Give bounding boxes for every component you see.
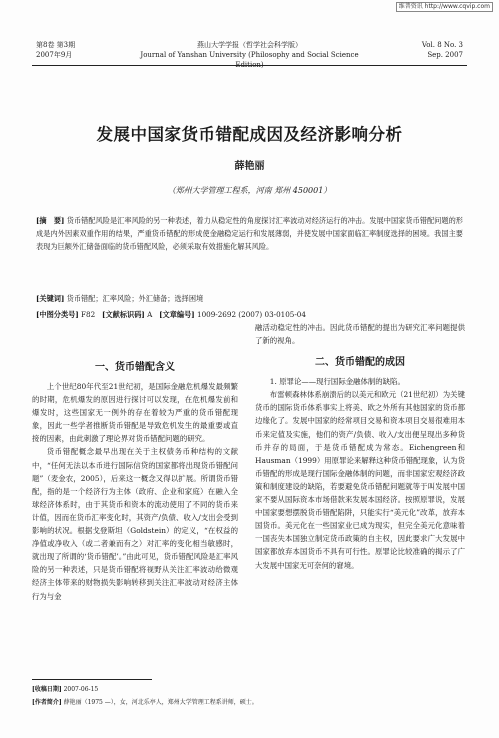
article-no-label: [文章编号] [159,310,195,319]
author-bio-label: [作者简介] [32,699,62,706]
paragraph: 布雷顿森林体系崩溃后的以美元和欧元（21世纪初）为关键货币的国际货币体系事实上将美、欧之外所有其他国家的货币都边缘化了。发展中国家的经常项目交易和资本项目交易很难用本币来定值及实施，他们的资产/负债、收入/支出便呈现出多种货币并存的局面，于是货币错配成为常态。Eichengreen和Hausman（1999）用原罪论来解释这种货币错配现象，认为货币错配的形成是现行国际金融体制的问题，而非国家宏观经济政策和制度建设的缺陷，若要避免货币错配问题就等于叫发展中国家不要从国际资本市场借款来发展本国经济。按照原罪说，发展中国家要想摆脱货币错配陷阱，只能实行“美元化”改革，放弃本国货币。美元化在一些国家业已成为现实，但完全美元化意味着一国丧失本国独立制定货币政策的自主权，因此要求广大发展中国家都放弃本国货币不具有可行性。原罪论比较准确的揭示了广大发展中国家无可奈何的窘境。 [255,390,465,570]
left-column [32,352,238,603]
paragraph: 货币错配概念最早出现在关于主权债务币种结构的文献中，“任何无法以本币进行国际信贷的国家都将出现货币错配问题”（麦金农，2005），后来这一概念又得以扩展。所谓货币错配，指的是一个经济行为主体（政府、企业和家庭）在融入全球经济体系时，由于其货币和资本的流动使用了不同的货币来计值，因而在货币汇率变化时，其资产/负债、收入/支出会受到影响的状况。根据戈登斯坦（Goldstein）的定义，“在权益的净值或净收入（或二者兼而有之）对汇率的变化相当敏感时，就出现了所谓的‘货币错配’。”由此可见，货币错配风险是汇率风险的另一种表述，只是货币错配将视野从关注汇率波动给微观经济主体带来的财物损失影响转移到关注汇率波动对经济主体行为与金 [32,447,238,601]
volume-issue: 第8卷 第3期 [36,41,76,49]
keywords [36,293,463,305]
watermark: 维普资讯 http://www.cqvip.com [396,2,493,12]
journal-title-en: Journal of Yanshan University (Philosophy and Social Science Edition) [140,51,359,69]
abstract-text: 货币错配风险是汇率风险的另一种表述，着力从稳定性的角度探讨汇率波动对经济运行的冲击。发展中国家货币错配问题的形成是内外因素双重作用的结果，严重货币错配的形成使金融稳定运行和发展薄弱，并使发展中国家面临汇率制度选择的困境。我国主要表现为巨额外汇储备面临的货币错配风险，必须采取有效措施化解其风险。 [36,216,463,251]
publish-date-en: Sep. 2007 [427,51,463,59]
right-column [255,321,465,572]
received-date: 2007-06-15 [63,686,99,693]
classification-line [36,309,463,321]
abstract [36,215,463,253]
doc-code-label: [文献标识码] [102,310,145,319]
paragraph: 上个世纪80年代至21世纪初，是国际金融危机爆发最频繁的时期，危机爆发的原因进行探讨可以发现，在危机爆发前和爆发时，这些国家无一例外的存在着较为严重的货币错配现象，因此一些学者推断货币错配是导致危机发生的最重要或直接的因素，由此刺激了理论界对货币错配问题的研究。 [32,382,238,444]
keywords-label: [关键词] [36,294,65,303]
paper-title: 发展中国家货币错配成因及经济影响分析 [96,125,403,144]
publish-date: 2007年9月 [36,51,73,59]
received-label: [收稿日期] [32,686,62,693]
paragraph: 融活动稳定性的冲击。因此货币错配的提出为研究汇率问题提供了新的视角。 [255,323,465,346]
abstract-label: [摘 要] [36,216,65,225]
subheading: 1. 原罪论——现行国际金融体制的缺陷。 [269,377,405,387]
footnote [32,683,467,709]
doc-code-value: A [147,310,153,319]
clc-label: [中图分类号] [36,310,79,319]
clc-value: F82 [81,310,96,319]
author-name: 薛艳丽 [234,161,265,172]
volume-issue-en: Vol. 8 No. 3 [421,41,463,49]
section-heading-2: 二、货币错配的成因 [315,357,405,369]
keywords-text: 货币错配；汇率风险；外汇储备；选择困境 [66,294,204,303]
footnote-rule [32,679,152,680]
journal-title-cn: 燕山大学学报（哲学社会科学版） [197,41,302,49]
author-bio: 薛艳丽（1975 —），女，河北乐亭人，郑州大学管理工程系讲师，硕士。 [63,699,258,706]
author-affiliation: （郑州大学管理工程系，河南 郑州 450001） [167,186,332,195]
header-rule [32,65,467,66]
article-no-value: 1009-2692 (2007) 03-0105-04 [197,310,306,319]
section-heading-1: 一、货币错配含义 [95,362,175,373]
